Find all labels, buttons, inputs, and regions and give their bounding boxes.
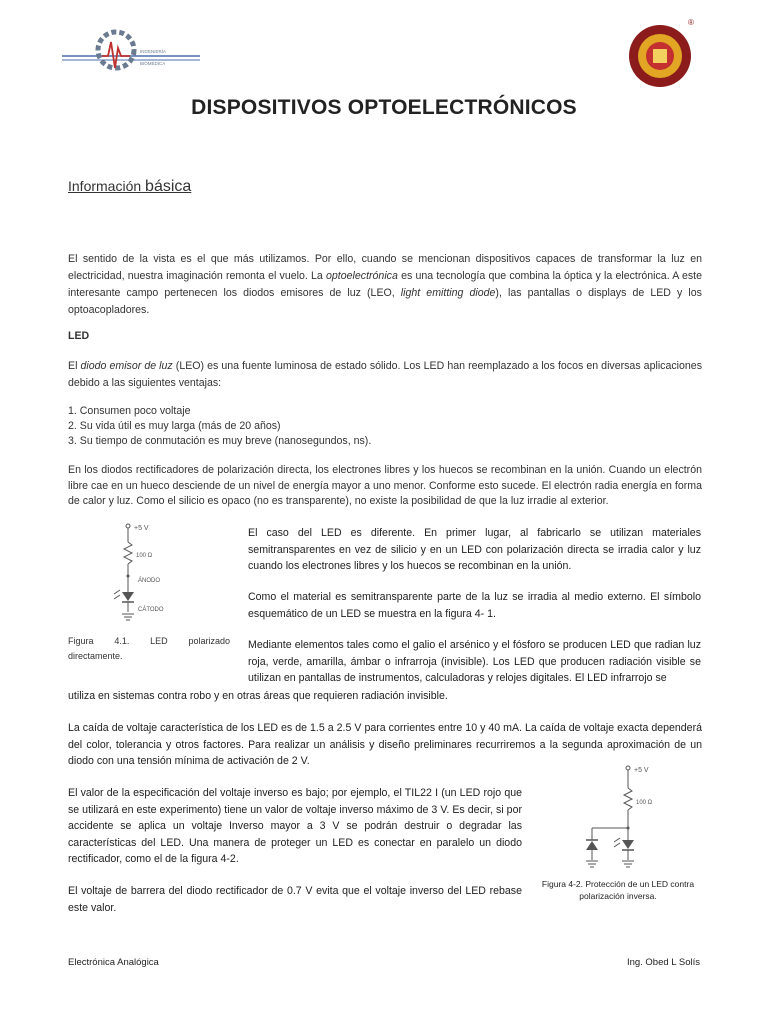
fig1-anode-label: ÁNODO: [138, 578, 161, 584]
logo-left-text-2: BIOMÉDICA: [140, 61, 166, 66]
advantage-item: 1. Consumen poco voltaje: [68, 405, 191, 417]
barrier-voltage-paragraph: El voltaje de barrera del diodo rectificador de 0.7 V evita que el voltaje inverso del LED rebase este valor.: [68, 885, 522, 914]
fig1-supply-label: +5 V: [134, 525, 149, 532]
footer-course: Electrónica Analógica: [68, 957, 159, 968]
advantage-item: 2. Su vida útil es muy larga (más de 20 años): [68, 420, 281, 432]
led-elements-paragraph: Mediante elementos tales como el galio el arsénico y el fósforo se producen LED que radian luz roja, verde, amarilla, ámbar o infrarroja (invisible). Los LED que producen radiación visible se utilizan en pantallas de instrumentos, calculadoras y relojes digitales. El LED infrarrojo se: [248, 639, 701, 685]
inverse-voltage-paragraph: El valor de la especificación del voltaje inverso es bajo; por ejemplo, el TIL22 I (un LED rojo que se utilizará en este experimento) tiene un valor de voltaje inverso máximo de 3 V. Es decir, si por accidente se aplica un voltaje Inverso mayor a 3 V se podrán destruir o degradar las características del LED. Una manera de proteger un LED es conectar en paralelo un diodo rectificador, como el de la figura 4-2.: [68, 787, 522, 866]
figure-4-2-caption: Figura 4-2. Protección de un LED contra polarización inversa.: [541, 879, 695, 901]
led-case-paragraph: El caso del LED es diferente. En primer lugar, al fabricarlo se utilizan materiales semitransparentes en vez de silicio y en un LED con polarización directa se irradia calor y luz cuando los electrones libres y los huecos se recombinan en la unión.: [248, 527, 701, 573]
fig2-supply-label: +5 V: [634, 767, 649, 774]
led-intro-text-diodo: diodo emisor de luz: [80, 360, 173, 372]
section-heading-part2: básica: [145, 178, 192, 195]
intro-text-1: El sentido de la vista es el que más utilizamos. Por ello, cuando se mencionan dispositivos capaces de transformar la luz en electricidad, nuestra imaginación remonta el vuelo. La: [68, 253, 702, 282]
figure-4-2-protection-circuit: [576, 762, 676, 874]
section-heading: [68, 178, 191, 196]
figure-4-1-caption: Figura 4.1. LED polarizado directamente.: [68, 636, 230, 661]
advantages-list: [68, 404, 468, 449]
led-symbol-paragraph: Como el material es semitransparente parte de la luz se irradia al medio externo. El símbolo esquemático de un LED se muestra en la figura 4- 1.: [248, 591, 701, 620]
advantage-item: 3. Su tiempo de conmutación es muy breve (nanosegundos, ns).: [68, 435, 372, 447]
rectifier-paragraph: En los diodos rectificadores de polarización directa, los electrones libres y los huecos se recombinan en la unión. Cuando un electrón libre cae en un hueco desciende de un nivel de energía mayor a uno menor. Conforme esto sucede. El electrón radia energía en forma de calor y luz. Como el silicio es opaco (no es transparente), no existe la posibilidad de que la luz irradie al exterior.: [68, 464, 702, 507]
fig1-cathode-label: CÁTODO: [138, 607, 164, 613]
led-heading: LED: [68, 330, 90, 342]
led-intro-text-1: El: [68, 360, 81, 372]
page-title: DISPOSITIVOS OPTOELECTRÓNICOS: [191, 96, 577, 119]
section-heading-part1: Información: [68, 178, 142, 194]
intro-text-3: es una tecnología que combina la óptica y la electrónica. A este interesante campo pertenecen los diodos emisores de luz (LEO,: [68, 270, 702, 299]
led-intro-text-3: (LEO) es una fuente luminosa de estado sólido. Los LED han reemplazado a los focos en diversas aplicaciones debido a las siguientes ventajas:: [68, 360, 702, 389]
intro-paragraph: [68, 251, 702, 319]
svg-text:®: ®: [688, 18, 694, 27]
logo-left-text-1: INGENIERÍA: [140, 49, 167, 54]
footer-author: Ing. Obed L Solís: [626, 957, 700, 968]
intro-text-light-emitting-diode: light emitting diode: [400, 287, 496, 299]
fig2-resistor-label: 100 Ω: [636, 800, 653, 806]
voltage-drop-paragraph: La caída de voltaje característica de los LED es de 1.5 a 2.5 V para corrientes entre 10 y 40 mA. La caída de voltaje exacta dependerá del color, tolerancia y otros factores. Para realizar un análisis y diseño preliminares recurriremos a la segunda aproximación de un diodo con una tensión mínima de activación de 2 V.: [68, 722, 702, 768]
led-intro-paragraph: [68, 358, 702, 392]
intro-text-optoelectronica: optoelectrónica: [326, 270, 398, 282]
instituto-tecnologico-merida-seal: [626, 16, 696, 90]
biomedical-engineering-logo: [60, 22, 202, 80]
led-elements-paragraph-end: utiliza en sistemas contra robo y en otras áreas que requieren radiación invisible.: [68, 690, 448, 702]
fig1-resistor-label: 100 Ω: [136, 553, 153, 559]
intro-text-5: ), las pantallas o displays de LED y los optoacopladores.: [68, 287, 702, 316]
figure-4-1-led-circuit: [108, 520, 218, 622]
